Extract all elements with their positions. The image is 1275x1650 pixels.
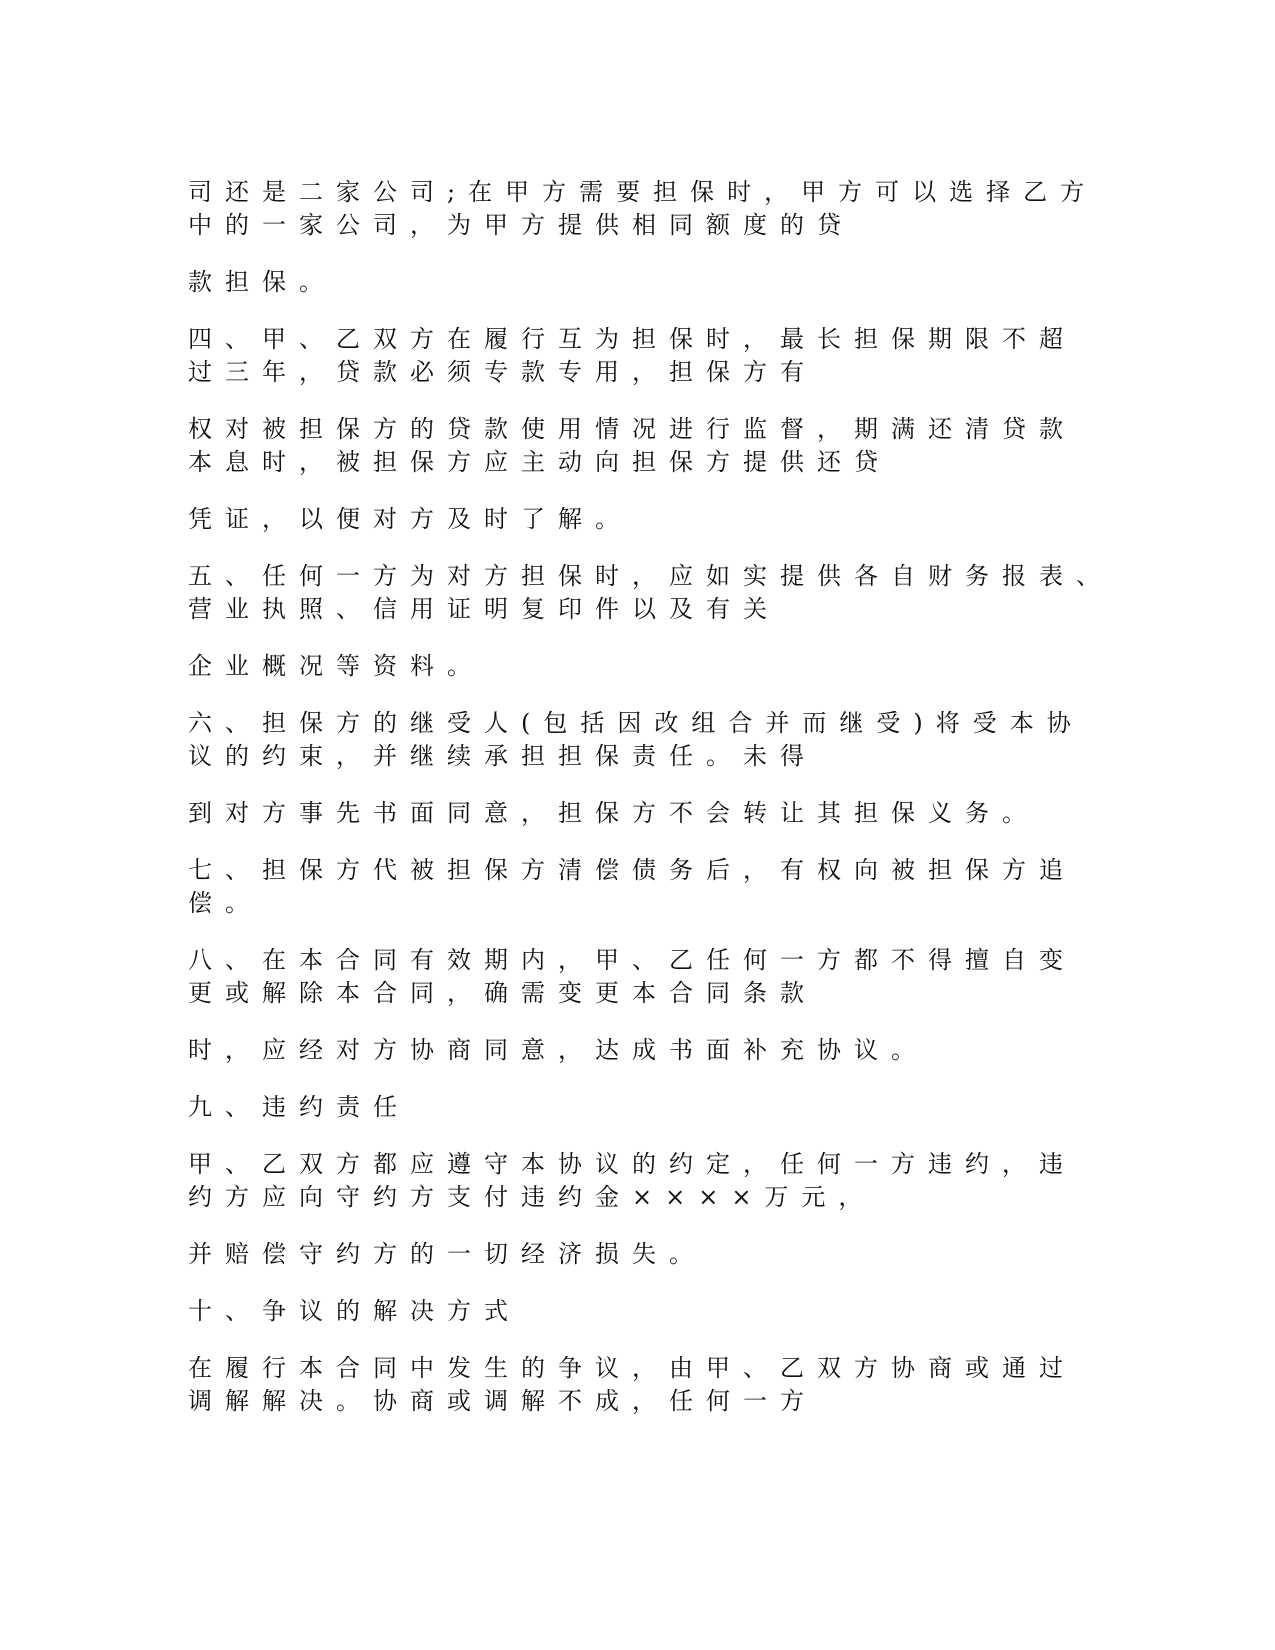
text-line: 四、甲、乙双方在履行互为担保时，最长担保期限不超 (188, 325, 1076, 353)
text-line: 中的一家公司，为甲方提供相同额度的贷 (188, 211, 854, 239)
text-line: 在履行本合同中发生的争议，由甲、乙双方协商或通过 (188, 1354, 1076, 1382)
text-line: 调解解决。协商或调解不成，任何一方 (188, 1387, 817, 1415)
text-line: 时，应经对方协商同意，达成书面补充协议。 (188, 1036, 928, 1064)
paragraph (188, 1148, 1108, 1214)
paragraph (188, 1238, 1108, 1271)
text-line: 偿。 (188, 889, 262, 917)
paragraph (188, 1034, 1108, 1067)
text-line: 议的约束，并继续承担担保责任。未得 (188, 742, 817, 770)
paragraph (188, 503, 1108, 536)
text-line: 八、在本合同有效期内，甲、乙任何一方都不得擅自变 (188, 946, 1076, 974)
paragraph (188, 797, 1108, 830)
section-heading (188, 1091, 1108, 1124)
paragraph (188, 560, 1113, 626)
text-line: 五、任何一方为对方担保时，应如实提供各自财务报表、 (188, 562, 1113, 590)
text-line: 七、担保方代被担保方清偿债务后，有权向被担保方追 (188, 856, 1076, 884)
text-line: 更或解除本合同，确需变更本合同条款 (188, 979, 817, 1007)
document-body (188, 176, 1113, 1442)
text-line: 企业概况等资料。 (188, 652, 484, 680)
text-line: 本息时，被担保方应主动向担保方提供还贷 (188, 448, 891, 476)
paragraph (188, 707, 1108, 773)
paragraph (188, 323, 1108, 389)
paragraph (188, 413, 1108, 479)
paragraph (188, 944, 1108, 1010)
text-line: 约方应向守约方支付违约金××××万元， (188, 1183, 876, 1211)
text-line: 到对方事先书面同意，担保方不会转让其担保义务。 (188, 799, 1039, 827)
paragraph (188, 176, 1108, 242)
paragraph (188, 1352, 1108, 1418)
paragraph (188, 650, 1108, 683)
paragraph (188, 266, 1108, 299)
text-line: 十、争议的解决方式 (188, 1297, 521, 1325)
text-line: 六、担保方的继受人(包括因改组合并而继受)将受本协 (188, 709, 1084, 737)
text-line: 并赔偿守约方的一切经济损失。 (188, 1240, 706, 1268)
text-line: 凭证，以便对方及时了解。 (188, 505, 632, 533)
text-line: 司还是二家公司;在甲方需要担保时，甲方可以选择乙方 (188, 178, 1098, 206)
text-line: 过三年，贷款必须专款专用，担保方有 (188, 358, 817, 386)
text-line: 甲、乙双方都应遵守本协议的约定，任何一方违约，违 (188, 1150, 1076, 1178)
text-line: 营业执照、信用证明复印件以及有关 (188, 595, 780, 623)
section-heading (188, 1295, 1108, 1328)
text-line: 权对被担保方的贷款使用情况进行监督，期满还清贷款 (188, 415, 1076, 443)
text-line: 九、违约责任 (188, 1093, 410, 1121)
paragraph (188, 854, 1108, 920)
text-line: 款担保。 (188, 268, 336, 296)
